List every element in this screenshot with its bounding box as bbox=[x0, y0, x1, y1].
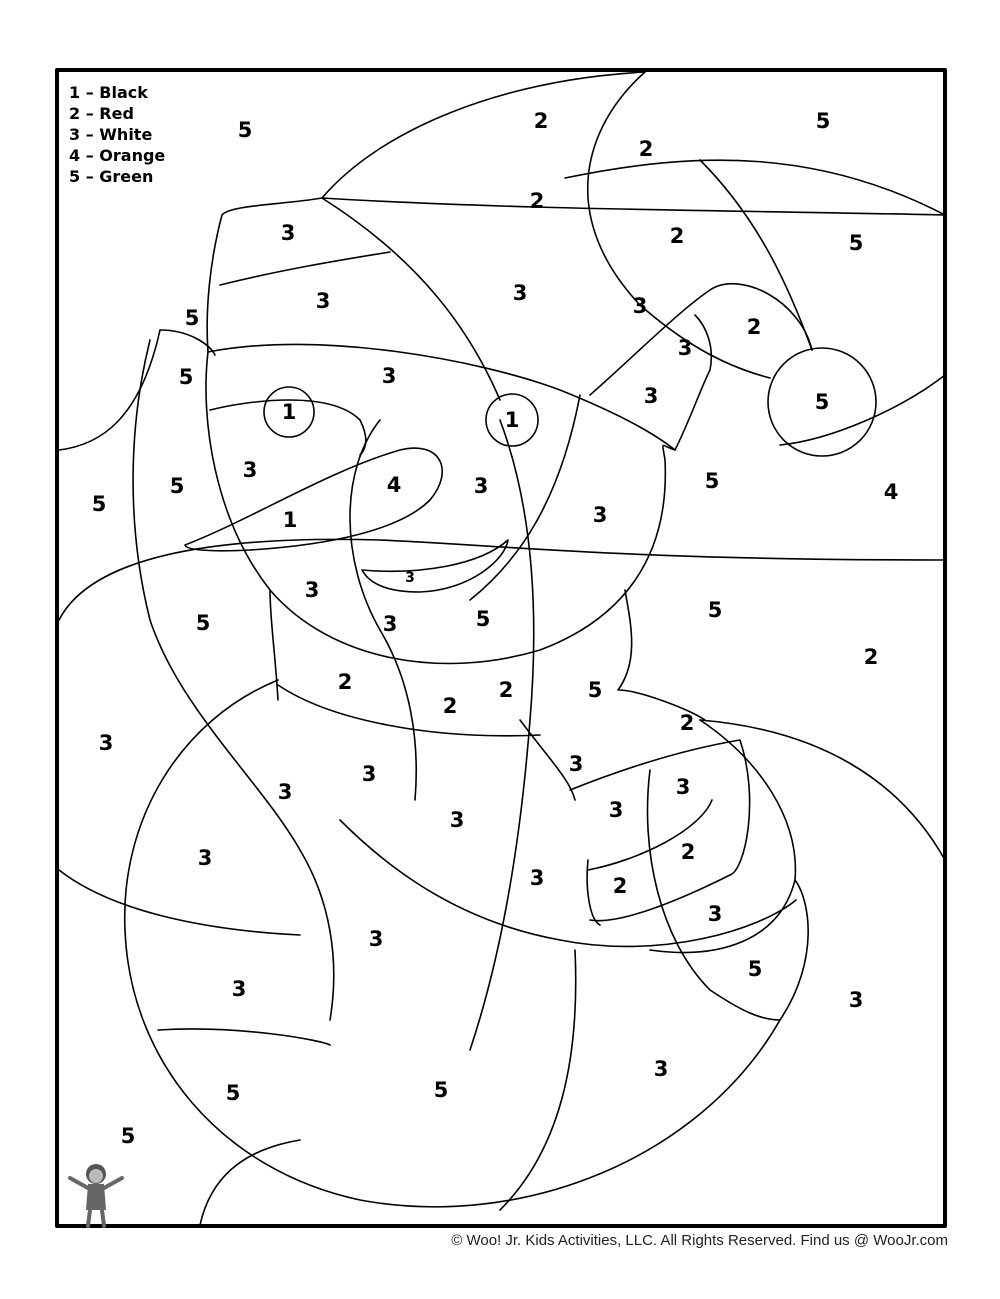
region-number: 3 bbox=[368, 927, 384, 951]
legend-item-4: 4 – Orange bbox=[69, 146, 166, 165]
body-line bbox=[158, 1029, 330, 1045]
scarf-line bbox=[570, 740, 750, 875]
region-number: 3 bbox=[449, 808, 465, 832]
region-number: 2 bbox=[669, 224, 685, 248]
region-number: 5 bbox=[747, 957, 763, 981]
region-number: 3 bbox=[277, 780, 293, 804]
region-number: 2 bbox=[638, 137, 654, 161]
region-number: 1 bbox=[282, 508, 298, 532]
swirl-line bbox=[59, 539, 945, 620]
copyright-footer: © Woo! Jr. Kids Activities, LLC. All Rights Reserved. Find us @ WooJr.com bbox=[451, 1232, 948, 1249]
region-number: 2 bbox=[746, 315, 762, 339]
region-number: 2 bbox=[498, 678, 514, 702]
region-number: 5 bbox=[91, 492, 107, 516]
region-number: 2 bbox=[612, 874, 628, 898]
face-line bbox=[350, 420, 416, 800]
region-number: 3 bbox=[529, 866, 545, 890]
region-number: 3 bbox=[675, 775, 691, 799]
region-number: 3 bbox=[608, 798, 624, 822]
hat-line bbox=[590, 284, 812, 395]
scarf-tail-line bbox=[133, 340, 334, 1020]
region-number: 2 bbox=[337, 670, 353, 694]
region-number: 2 bbox=[680, 840, 696, 864]
region-number: 3 bbox=[304, 578, 320, 602]
scarf-line bbox=[520, 720, 575, 800]
body-line bbox=[200, 1140, 300, 1225]
legend-item-2: 2 – Red bbox=[69, 104, 134, 123]
region-number: 3 bbox=[677, 336, 693, 360]
region-number: 5 bbox=[814, 390, 830, 414]
region-number: 5 bbox=[184, 306, 200, 330]
region-number: 3 bbox=[315, 289, 331, 313]
region-number: 1 bbox=[281, 400, 297, 424]
region-number: 3 bbox=[361, 762, 377, 786]
body-line bbox=[500, 950, 576, 1210]
region-number: 5 bbox=[587, 678, 603, 702]
region-number: 3 bbox=[848, 988, 864, 1012]
region-number: 5 bbox=[475, 607, 491, 631]
smile-mouth bbox=[362, 540, 508, 592]
region-number: 4 bbox=[386, 473, 402, 497]
region-number: 5 bbox=[169, 474, 185, 498]
region-number: 3 bbox=[632, 294, 648, 318]
woojr-kid-mascot-icon bbox=[70, 1164, 122, 1226]
region-number: 3 bbox=[592, 503, 608, 527]
swirl-line bbox=[322, 72, 645, 198]
swirl-line bbox=[59, 870, 300, 935]
region-number: 2 bbox=[533, 109, 549, 133]
region-number: 3 bbox=[643, 384, 659, 408]
region-number: 4 bbox=[883, 480, 899, 504]
region-number: 2 bbox=[529, 189, 545, 213]
region-number: 3 bbox=[653, 1057, 669, 1081]
region-number: 2 bbox=[442, 694, 458, 718]
region-number: 3 bbox=[382, 612, 398, 636]
body-line bbox=[340, 820, 796, 946]
arm-line bbox=[648, 770, 781, 1020]
region-number: 1 bbox=[504, 408, 520, 432]
hat-line bbox=[322, 198, 500, 400]
region-number: 3 bbox=[231, 977, 247, 1001]
region-number: 5 bbox=[848, 231, 864, 255]
swirl-line bbox=[59, 330, 160, 450]
picture-frame bbox=[57, 70, 945, 1226]
region-number: 5 bbox=[195, 611, 211, 635]
region-number: 2 bbox=[679, 711, 695, 735]
legend-item-3: 3 – White bbox=[69, 125, 153, 144]
legend-item-1: 1 – Black bbox=[69, 83, 148, 102]
region-number: 5 bbox=[433, 1078, 449, 1102]
region-number: 5 bbox=[178, 365, 194, 389]
region-number: 5 bbox=[707, 598, 723, 622]
swirl-line bbox=[565, 160, 945, 215]
region-number: 5 bbox=[237, 118, 253, 142]
region-number: 3 bbox=[197, 846, 213, 870]
region-number: 5 bbox=[120, 1124, 136, 1148]
region-number: 3 bbox=[707, 902, 723, 926]
snowman-body-outline bbox=[125, 680, 808, 1207]
legend-item-5: 5 – Green bbox=[69, 167, 154, 186]
region-number: 2 bbox=[863, 645, 879, 669]
swirl-line bbox=[780, 375, 945, 445]
region-number: 3 bbox=[242, 458, 258, 482]
region-number: 3 bbox=[473, 474, 489, 498]
region-number: 5 bbox=[815, 109, 831, 133]
region-number: 3 bbox=[381, 364, 397, 388]
scarf-knot bbox=[618, 590, 705, 720]
region-numbers bbox=[92, 109, 899, 1148]
region-number: 5 bbox=[704, 469, 720, 493]
region-number: 5 bbox=[225, 1081, 241, 1105]
region-number: 3 bbox=[512, 281, 528, 305]
region-number: 3 bbox=[405, 570, 415, 586]
swirl-line bbox=[322, 198, 945, 215]
region-number: 3 bbox=[98, 731, 114, 755]
hat-line bbox=[220, 252, 390, 285]
region-number: 3 bbox=[568, 752, 584, 776]
color-legend bbox=[69, 82, 165, 187]
region-number: 3 bbox=[280, 221, 296, 245]
